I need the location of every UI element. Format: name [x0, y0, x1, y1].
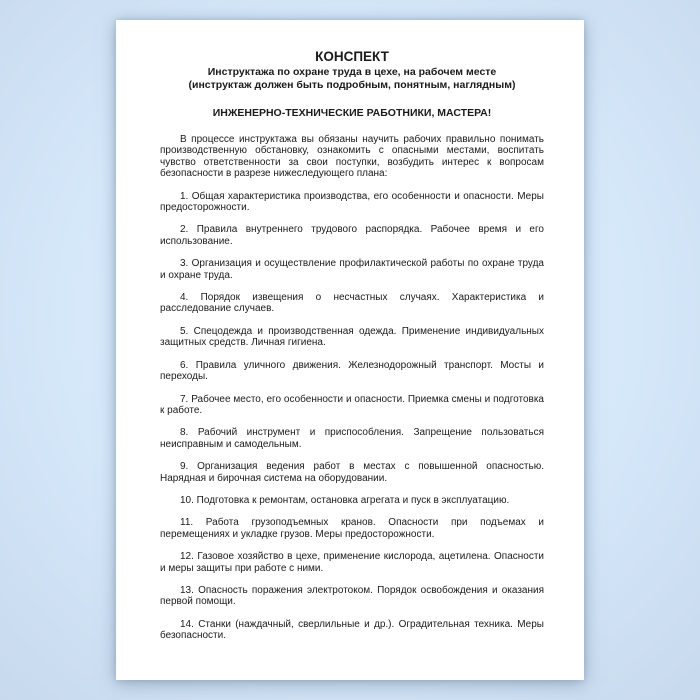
plan-item-3: 3. Организация и осуществление профилактической работы по охране труда и охране труда. — [160, 258, 544, 281]
plan-item-12: 12. Газовое хозяйство в цехе, применение кислорода, ацетилена. Опасности и меры защиты при работе с ними. — [160, 551, 544, 574]
plan-item-5: 5. Спецодежда и производственная одежда. Применение индивидуальных защитных средств. Личная гигиена. — [160, 325, 544, 349]
plan-item-2: 2. Правила внутреннего трудового распорядка. Рабочее время и его использование. — [160, 224, 544, 247]
plan-item-9: 9. Организация ведения работ в местах с повышенной опасностью. Нарядная и бирочная система на оборудовании. — [160, 461, 544, 484]
plan-item-1: 1. Общая характеристика производства, его особенности и опасности. Меры предосторожности. — [160, 190, 544, 214]
plan-item-6: 6. Правила уличного движения. Железнодорожный транспорт. Мосты и переходы. — [160, 359, 544, 383]
plan-item-14: 14. Станки (наждачный, сверлильные и др.). Оградительная техника. Меры безопасности. — [160, 618, 544, 642]
plan-item-8: 8. Рабочий инструмент и приспособления. Запрещение пользоваться неисправным и самодельным. — [160, 427, 544, 450]
plan-item-13: 13. Опасность поражения электротоком. Порядок освобождения и оказания первой помощи. — [160, 584, 544, 608]
plan-item-10: 10. Подготовка к ремонтам, остановка агрегата и пуск в эксплуатацию. — [180, 494, 510, 506]
document-subtitle-line-2: (инструктаж должен быть подробным, понятным, наглядным) — [188, 79, 516, 91]
intro-paragraph: В процессе инструктажа вы обязаны научить рабочих правильно понимать производственную обстановку, ознакомить с опасными местами, воспитать чувство ответственности за свои поступки, возбудить интерес к вопросам безопасности в разрезе нижеследующего плана: — [160, 134, 544, 180]
plan-item-4: 4. Порядок извещения о несчастных случаях. Характеристика и расследование случаев. — [160, 292, 544, 315]
document-title: КОНСПЕКТ — [315, 49, 389, 64]
document-page — [116, 20, 584, 680]
document-subtitle-line-1: Инструктажа по охране труда в цехе, на рабочем месте — [207, 66, 497, 78]
document-heading: ИНЖЕНЕРНО-ТЕХНИЧЕСКИЕ РАБОТНИКИ, МАСТЕРА! — [212, 107, 492, 119]
plan-item-7: 7. Рабочее место, его особенности и опасности. Приемка смены и подготовка к работе. — [160, 393, 544, 416]
plan-item-11: 11. Работа грузоподъемных кранов. Опасности при подъемах и перемещениях и укладке грузов. Меры предосторожности. — [160, 517, 544, 540]
